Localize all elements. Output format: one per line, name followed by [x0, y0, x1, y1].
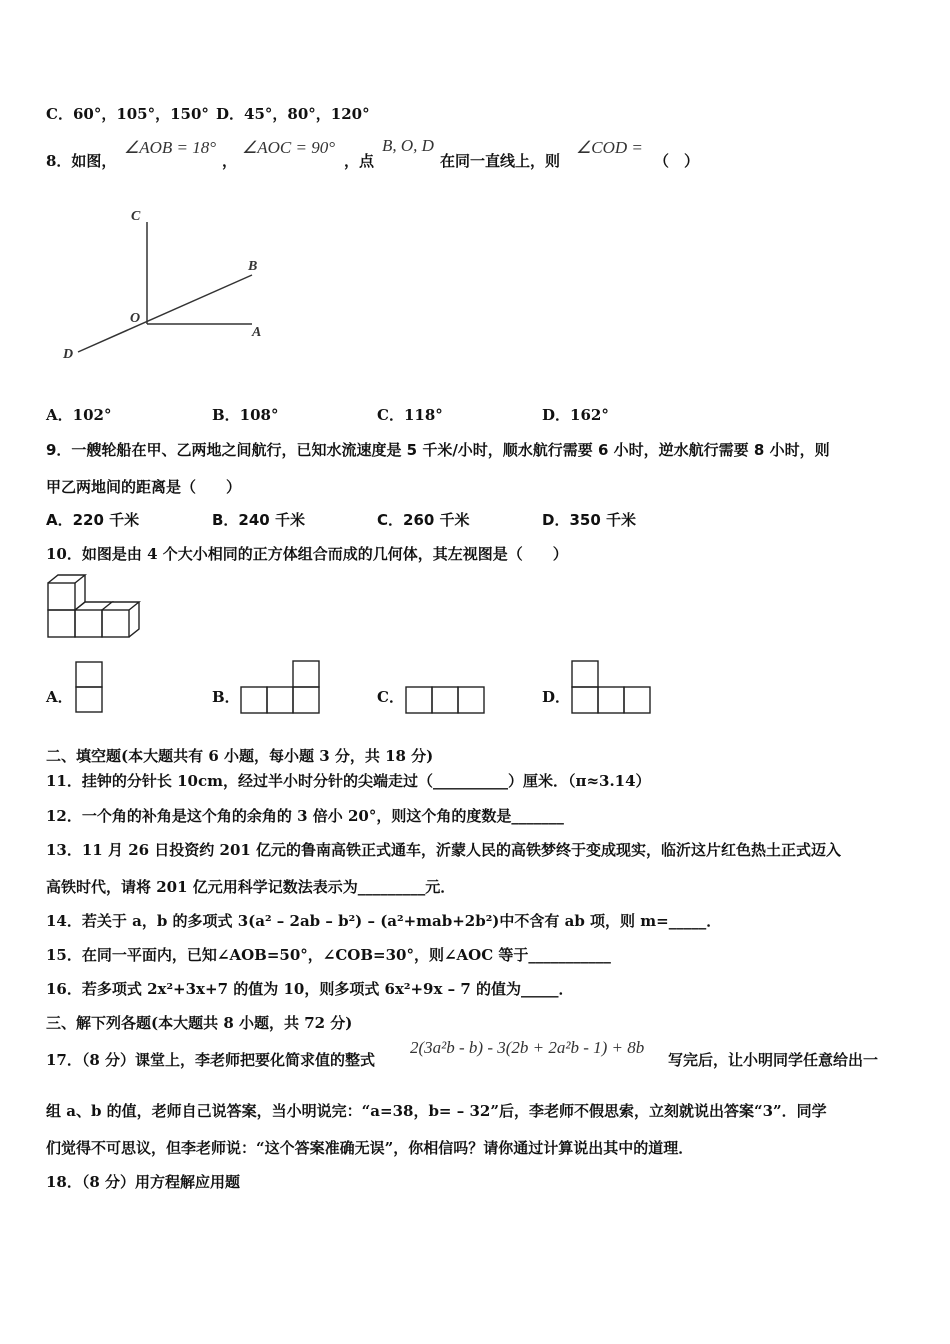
q8-sep1: ， — [222, 152, 238, 170]
q13-line2: 高铁时代，请将 201 亿元用科学记数法表示为_________元． — [46, 878, 456, 896]
label-d: D — [63, 347, 74, 362]
q18: 18．（8 分）用方程解应用题 — [46, 1173, 241, 1191]
q8-option-d: D．162° — [542, 406, 609, 424]
label-a: A — [252, 325, 262, 340]
label-o: O — [130, 311, 141, 326]
q8-option-c: C．118° — [377, 406, 443, 424]
q8-prefix: 8．如图， — [46, 152, 117, 170]
q17-prefix: 17．（8 分）课堂上，李老师把要化简求值的整式 — [46, 1051, 376, 1069]
label-c: C — [131, 209, 141, 224]
q8-expr-cod: ∠COD = — [576, 138, 643, 157]
q9-line2: 甲乙两地间的距离是（ ） — [46, 478, 242, 496]
q8-expr-aoc: ∠AOC = 90° — [242, 138, 336, 157]
label-b: B — [248, 259, 258, 274]
q8-mid: 在同一直线上，则 — [440, 152, 561, 170]
q9-option-a: A．220 千米 — [46, 511, 140, 529]
section2-title: 二、填空题(本大题共有 6 小题，每小题 3 分，共 18 分) — [46, 747, 434, 765]
q16: 16．若多项式 2x²+3x+7 的值为 10，则多项式 6x²+9x – 7 的值为_____． — [46, 980, 574, 998]
q10-option-a-label: A． — [46, 688, 73, 706]
q7-option-c: C．60°，105°，150° — [46, 105, 209, 123]
q10-option-b-label: B． — [212, 688, 240, 706]
q17-line3: 们觉得不可思议，但李老师说：“这个答案准确无误”，你相信吗？请你通过计算说出其中的道理． — [46, 1139, 694, 1157]
q17-expression: 2(3a²b - b) - 3(2b + 2a²b - 1) + 8b — [410, 1038, 645, 1057]
q8-expr-aob: ∠AOB = 18° — [124, 138, 217, 157]
q9-line1: 9．一艘轮船在甲、乙两地之间航行，已知水流速度是 5 千米/小时，顺水航行需要 6 小时，逆水航行需要 8 小时，则 — [46, 441, 830, 459]
q14: 14．若关于 a，b 的多项式 3(a² – 2ab – b²) – (a²+mab+2b²)中不含有 ab 项，则 m=_____． — [46, 912, 722, 930]
q13-line1: 13．11 月 26 日投资约 201 亿元的鲁南高铁正式通车，沂蒙人民的高铁梦终于变成现实，临沂这片红色热土正式迈入 — [46, 841, 842, 859]
q8-option-a: A．102° — [46, 406, 112, 424]
q8-sep2: ，点 — [344, 152, 375, 170]
q10-stem: 10．如图是由 4 个大小相同的正方体组合而成的几何体，其左视图是（ ） — [46, 545, 568, 563]
q15: 15．在同一平面内，已知∠AOB=50°，∠COB=30°，则∠AOC 等于___________ — [46, 946, 611, 964]
q8-option-b: B．108° — [212, 406, 279, 424]
q9-option-b: B．240 千米 — [212, 511, 305, 529]
q17-line2: 组 a、b 的值，老师自己说答案，当小明说完：“a=38，b= – 32”后，李老师不假思索，立刻就说出答案“3”．同学 — [46, 1102, 827, 1120]
q9-option-c: C．260 千米 — [377, 511, 470, 529]
q8-expr-points: B, O, D — [382, 136, 434, 155]
q8-suffix: （ ） — [654, 152, 700, 170]
q10-option-c-label: C． — [377, 688, 404, 706]
q9-option-d: D．350 千米 — [542, 511, 636, 529]
q10-option-d-label: D． — [542, 688, 571, 706]
q12: 12．一个角的补角是这个角的余角的 3 倍小 20°，则这个角的度数是_______ — [46, 807, 564, 825]
section3-title: 三、解下列各题(本大题共 8 小题，共 72 分) — [46, 1014, 353, 1032]
q7-option-d: D．45°，80°，120° — [216, 105, 370, 123]
q17-suffix: 写完后，让小明同学任意给出一 — [668, 1051, 879, 1069]
q11: 11．挂钟的分针长 10cm，经过半小时分针的尖端走过（__________）厘米．（π≈3.14） — [46, 772, 651, 790]
